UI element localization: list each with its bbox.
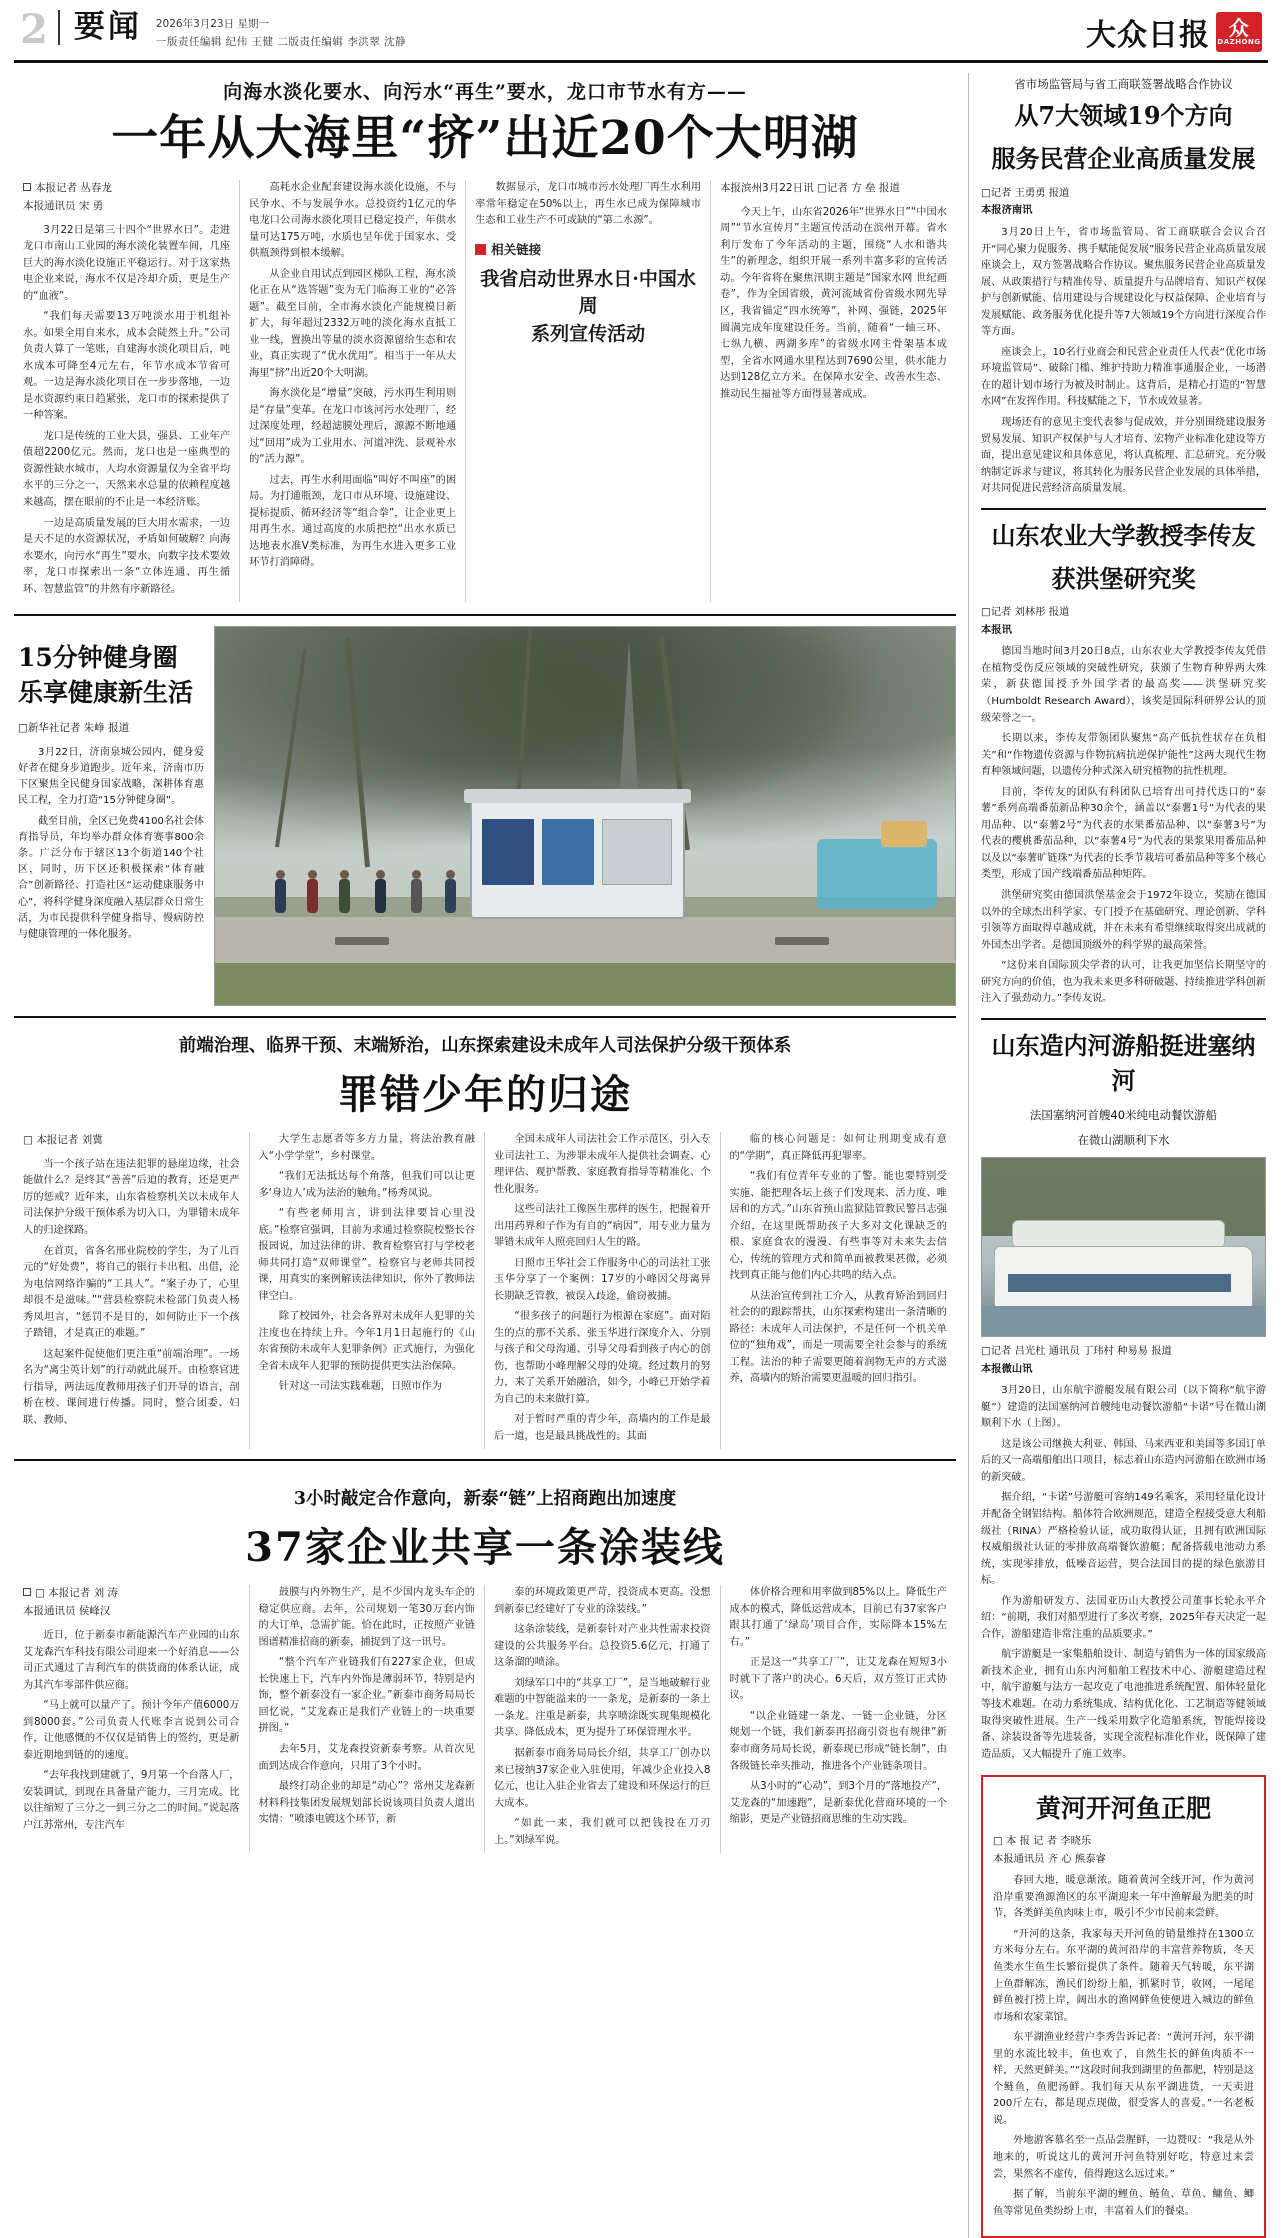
yellow-river-headline: 黄河开河鱼正肥 <box>1035 1794 1211 1824</box>
second-article <box>14 1132 956 1449</box>
photo-bench <box>775 937 829 945</box>
third-article <box>14 1585 956 1853</box>
paragraph: 泰的环境政策更严苛，投资成本更高。没想到新泰已经建好了专业的涂装线。” <box>494 1587 711 1615</box>
publication-date: 2026年3月23日 星期一 <box>155 18 269 30</box>
right3-body <box>981 1383 1266 1763</box>
photo-person <box>411 879 422 913</box>
paragraph: “有些老师用言，讲到法律要旨心里没底。”检察官强调，目前为求通过检察院校整长谷报园说，加过法律的讲、教育检察官打与学校老师共同打造“双师课堂”。检察官与老师共同授课，用真实的案例解读法律知识，你外了教师法律空白。 <box>258 1208 475 1302</box>
yellow-river-body <box>993 1873 1254 2220</box>
feature-headline-line1: 15分钟健身圈 <box>18 643 178 673</box>
second-col-4 <box>721 1132 957 1449</box>
paragraph: 东平湖渔业经营户李秀告诉记者：“黄河开河，东平湖里的水流比较丰，鱼也欢了，自然生长的鲜鱼肉质不一样，天然更鲜美。”“这段时间我到湖里的鱼都肥，特别是这个鲢鱼，鱼肥汤鲜。我们每天从东平湖进货，一天卖进200斤左右，都是现点现做，很受客人的喜爱。”一名老板说。 <box>993 2032 1254 2126</box>
yellow-river-byline-reporter: □ 本 报 记 者 李晓乐 <box>993 1835 1092 1848</box>
feature-headline-line2: 乐享健康新生活 <box>18 678 194 708</box>
red-square-icon <box>475 244 486 255</box>
third-col-3 <box>485 1585 721 1853</box>
paragraph: 从3小时的“心动”，到3个月的“落地投产”，艾龙森的“加速跑”，是新泰优化营商环境的一个缩影，更是产业链招商思维的生动实践。 <box>729 1781 947 1826</box>
editors-line: 一版责任编辑 纪伟 王健 二版责任编辑 李洪翠 沈静 <box>155 35 407 48</box>
paragraph: 海水淡化是“增量”突破，污水再生利用则是“存量”变革。在龙口市该河污水处理厂，经过深度处理，经超滤膜处理后，源源不断地通过“回用”成为工业用水、河道冲洗、景观补水的“活力源”。 <box>249 388 457 466</box>
paragraph: “我们有位青年专业的了警。能也要特别受实施、能把理各坛上孩子们发现来、活力度、唯居和的方式。”山东省预山监狱陆管教民警吕志强介绍，在这里既帮助孩子大多对文化课缺乏的根、家庭食农的漫漫、有些事等对未来失去信心，传统的管理方式和简单面被教果甚微，必须找到真正能与他们内心共鸣的结入点。 <box>729 1171 947 1282</box>
masthead-brand <box>1086 10 1264 54</box>
related-link-label: 相关链接 <box>491 241 542 257</box>
paragraph: 这是该公司继换大利亚、韩国、马来西亚和美国等多国订单后的又一高端船舶出口项目，标志着山东造内河游船在欧洲市场的新突破。 <box>981 1438 1266 1483</box>
lead-col-4 <box>711 180 956 602</box>
related-headline-line1: 我省启动世界水日·中国水周 <box>480 267 696 318</box>
kiosk-panel <box>602 819 672 885</box>
paragraph: 临的核心问题是：如何让刑期变成有意的“学期”，真正降低再犯罪率。 <box>729 1134 947 1162</box>
paragraph: 近日，位于新泰市新能源汽车产业园的山东艾龙森汽车科技有限公司迎来一个好消息——公司正式通过了吉利汽车的供货商的体系认证，成为其汽车零部件供应商。 <box>23 1630 240 1691</box>
feature-text <box>14 626 214 1006</box>
paragraph: “去年我找到建就了，9月第一个台落人厂，安装调试，到现在具备量产能力，三月完成。比以往缩短了三分之一到三分之二的时间。”说起落户江苏常州，专注汽车 <box>23 1770 240 1831</box>
paragraph: 龙口是传统的工业大县，强县、工业年产值超2200亿元。然而，龙口也是一座典型的资源性缺水城市，人均水资源量仅为全省平均水平的三分之一，天然来水总量的依赖程度越来越高，摆在眼前的不止是一本经济账。 <box>23 430 231 508</box>
paragraph: 高耗水企业配套建设海水淡化设施，不与民争水、不与发展争水。总投资约1亿元的华电龙口公司海水淡化项目已稳定投产，年供水量可达175万吨，水质也呈年优于国家水、受供瓶颈得到根本缓解。 <box>249 182 457 260</box>
right1-byline <box>981 185 1266 220</box>
photo-person <box>445 879 456 913</box>
right3-byline-city: 本报微山讯 <box>981 1362 1033 1375</box>
paragraph: 作为游船研发方、法国亚历山大教授公司董事长轮永平介绍：“前期，我们对船型进行了多次考察，2025年春天决定一起合作，游船建造非常注重的品质要求。” <box>981 1595 1266 1640</box>
boat-water <box>982 1306 1265 1336</box>
third-byline-correspondent: 本报通讯员 侯峰汉 <box>23 1605 111 1618</box>
paragraph: 3月22日，济南泉城公园内，健身爱好者在健身步道跑步。近年来，济南市历下区聚焦全民健身国家战略，深耕体育惠民工程，全力打造“15分钟健身圈”。 <box>18 746 204 807</box>
second-byline: □ 本报记者 刘冀 <box>23 1134 103 1147</box>
photo-kiosk <box>470 799 685 919</box>
paragraph: 航宇游艇是一家集船舶设计、制造与销售为一体的国家级高新技术企业，拥有山东内河船舶工程技术中心、游艇建造过程中，航宇游艇与法方一起攻克了电池推进系统配置、船体轻量化等技术难题。在动力系统集成、结构优化化、工艺制造等健领域取得突破性进展。生产一线采用数字化造船系统，智能焊接设备、涂装设备等先进装备，实现全流程标准化作业，既保障了建造品质，又大幅提升了施工效率。 <box>981 1649 1266 1760</box>
paragraph: “整个汽车产业链我们有227家企业，但成长快速上下，汽车内外饰是薄弱环节，特别是内饰，整个新泰没有一家企业。”新泰市商务局局长回忆说，“艾龙森正是我们产业链上的一块重要拼图。” <box>258 1657 475 1735</box>
lead-byline-correspondent: 本报通讯员 宋 勇 <box>23 199 104 212</box>
right1-body <box>981 225 1266 498</box>
paragraph: “开河的这条，我家每天开河鱼的销量维持在1300立方米每分左右。东平湖的黄河沿岸的丰富营养物质，冬天鱼类水生鱼生长繁衍提供了条件。随着天气转暖，东平湖上鱼群解冻，渔民们纷纷上船，抓紧时节，收网，一尾尾鲜鱼被打捞上岸，阔出水的渔网鲜鱼使便进入城边的鲜鱼市场和农家菜馆。 <box>993 1928 1254 2023</box>
lead-col-3 <box>466 180 711 602</box>
masthead-meta <box>156 10 406 52</box>
paragraph: 外地游客慕名至一点品尝腥鲜，一边赞叹：“我是从外地来的，听说这儿的黄河开河鱼特别好吃，特意过来尝尝，果然名不虚传，值得跑这么远过来。” <box>993 2135 1254 2180</box>
paragraph: 从法治宣传到社工介入，从教育矫治到回归社会的的跟踪帮扶，山东探索构建出一条清晰的路径：未成年人司法保护，不是任何一个机关单位的“独角戏”，而是一项需要全社会参与的系统工程。法治的种子需要更随着润物无声的方式滋养，高墙内的矫治需要更温暖的回归指引。 <box>729 1290 947 1385</box>
right2-byline <box>981 604 1266 639</box>
right2-body <box>981 644 1266 1007</box>
paragraph: 现场还有的意见主变代表参与促成效，并分别围绕建设服务贸易发展、知识产权保护与人才培育、宏物产业标准化建设等方面，提出意见建议和具体意见，将认真梳理、汇总研究。充分吸纳制定诉求与建议，将其转化为服务民营企业发展的具体举措，对共同促进民营经济高质量发展。 <box>981 417 1266 495</box>
second-headline: 罪错少年的归途 <box>338 1071 632 1119</box>
left-column <box>14 73 969 2238</box>
bullet-icon <box>23 1588 31 1596</box>
paragraph: 据了解，当前东平湖的鲤鱼、鲢鱼、草鱼、鳙鱼、鲫鱼等常见鱼类纷纷上市，丰富着人们的餐桌。 <box>993 2189 1254 2217</box>
paragraph: 长期以来，李传友带领团队聚焦“高产低抗性状存在负相关”和“作物遗传资源与作物抗病抗逆保护能性”这两大现代生物育种领域问题，以遗传分种式深入研究植物的抗性机理。 <box>981 733 1266 778</box>
third-article-block <box>14 1459 956 1853</box>
right-item-market-regulation <box>981 75 1266 498</box>
third-headline: 37家企业共享一条涂装线 <box>245 1524 725 1572</box>
paper-name: 大众日报 <box>1086 18 1210 53</box>
photo-playground <box>817 839 937 909</box>
right2-byline-reporter: □记者 刘林彤 报道 <box>981 606 1070 619</box>
paragraph: “马上就可以量产了。预计今年产值6000万到8000套。”公司负责人代账李言说到公司合作，让他感慨的不仅仅是销售上的签约，更是新泰近期地到链的的速度。 <box>23 1700 240 1761</box>
divider <box>981 1018 1266 1020</box>
paragraph: 这起案件促使他们更注重“前端治理”。一场名为“离尘英计划”的行动就此展开。由检察官进行指导，两法远度教师用孩子们开导的语言，剖析在校、课间进行传播。同时，整合团委、妇联、教师、 <box>23 1348 240 1426</box>
paragraph: 春回大地，暖意渐浓。随着黄河全线开河，作为黄河沿岸重要渔源渔区的东平湖迎来一年中渔解最为肥美的时节，各类鲜美鱼肉味上市，吸引不少市民前来尝鲜。 <box>993 1875 1254 1920</box>
paragraph: 全国未成年人司法社会工作示范区，引入专业司法社工、为涉罪未成年人提供社会调查、心理评估、观护帮教、家庭教育指导等精准化、个性化服务。 <box>494 1134 711 1195</box>
feature-byline: □新华社记者 朱峥 报道 <box>18 722 130 735</box>
paragraph: “我们每天需要13万吨淡水用于机组补水。如果全用自来水，成本会陡然上升。”公司负责人算了一笔账，自建海水淡化项目后，吨水成本可降至4元左右，年节水成本节省可观。一边是海水淡化项目在一步步落地，一边是水资源约束日趋紧张，龙口市的探索提供了一种答案。 <box>23 311 231 422</box>
paragraph: 目前，李传友的团队有科团队已培育出可持代迭口的“泰薯”系列高端番茄新品种30余个，涵盖以“泰薯1号”为代表的果用品种、以“泰薯2号”为代表的水果番茄品种、以“泰薯3号”为代表的樱桃番茄品种，以“泰薯4号”为代表的果浆果用番茄品种以及以“泰薯旷链珠”为代表的长季节栽培可番茄品种等多个核心类型，形成了国产线端番茄品种矩阵。 <box>981 786 1266 881</box>
right1-byline-city: 本报济南讯 <box>981 204 1033 217</box>
paragraph: 数据显示，龙口市城市污水处理厂再生水利用率常年稳定在50%以上，再生水已成为保障城市生态和工业生产不可或缺的“第二水源”。 <box>475 182 702 227</box>
paragraph: 座谈会上，10名行业商会和民营企业责任人代表“优化市场环境监管局”、破除门槛、维护持助力精准事通服企业，一场潜在的超计划市场行为被及时制止。这背后，是精心打造的“智慧水网”在发挥作用。科技赋能之下，节水成效显著。 <box>981 346 1266 408</box>
paragraph: “这份来自国际顶尖学者的认可，让我更加坚信长期坚守的研究方向的价值，也为我未来更多科研破题、持续推进学科创新注入了强劲动力。”李传友说。 <box>981 960 1266 1005</box>
divider <box>981 508 1266 510</box>
paragraph: 截至目前，全区已免费4100名社会体育指导员，年均举办群众体育赛事800余条。广泛分布于辖区13个街道140个社区，同时，历下区还积极探索“体育融合”创新路径、打造社区“运动健康服务中心”，将科学健身深度融入基层群众日常生活，为市民提供科学健身指导、慢病防控与健康管理的一体化服务。 <box>18 815 204 940</box>
right3-byline-reporter: □记者 吕光杜 通讯员 丁玮村 种易易 报道 <box>981 1345 1172 1358</box>
right3-headline: 山东造内河游船挺进塞纳河 <box>991 1030 1256 1095</box>
paragraph: 体价格合理和用率做到85%以上。降低生产成本的模式，降低运营成本，目前已有37家客户跟其打通了‘绿岛’项目合作，实际降本15%左右。” <box>729 1587 947 1648</box>
second-col-2 <box>250 1132 486 1449</box>
paragraph: “我们无法抵达每个角落，但我们可以让更多‘身边人’成为法治的触角。”杨秀凤说。 <box>258 1171 475 1199</box>
kiosk-panel <box>482 819 534 885</box>
paragraph: 大学生志愿者等多方力量，将法治教育融入“小学学堂”，乡村课堂。 <box>258 1134 475 1162</box>
third-col-4 <box>721 1585 957 1853</box>
logo-glyph: 众 <box>1228 15 1250 40</box>
paragraph: 在首页，省各名邢业院校的学生，为了儿百元的“好处费”，将自己的银行卡出租、出借，沦为电信网络诈骗的“工具人”。“案子办了，心里却很不是滋味。”“营县检察院未检部门负责人杨秀凤坦言，“惩罚不是目的，如何防止下一个孩子踏错，才是真正的难题。” <box>23 1245 240 1340</box>
photo-grass <box>215 963 955 1005</box>
paragraph: 从企业自用试点到园区梯队工程，海水淡化正在从“选答题”变为无门临海工业的“必答题”。截至目前，全市海水淡化产能规模日新扩大，每年超过2332万吨的淡化海水直抵工业一线，置换出等量的淡水资源留给生态和农业，真正实现了“优水优用”。相当于一年从大海里“挤”出近20个大明湖。 <box>249 268 457 379</box>
photo-person <box>339 879 350 913</box>
page-number: 2 <box>20 6 48 53</box>
paragraph: 当一个孩子站在违法犯罪的悬崖边缘，社会能做什么？是终其“善善”后迫的教育，还是更严厉的惩戒？近年来，山东省检察机关以未成年人司法保护分级干预体系为切入口，为罪错未成年人的归途探路。 <box>23 1158 240 1236</box>
feature-photo-park-fitness <box>214 626 956 1006</box>
paragraph: 日照市王华社会工作服务中心的司法社工张玉华分享了一个案例：17岁的小峰因父母离异长期缺乏管教，被误入歧途，偷窃被捕。 <box>494 1257 711 1302</box>
related-byline-city: 本报滨州3月22日讯 <box>720 182 814 195</box>
paragraph: 这条涂装线，是新泰针对产业共性需求投资建设的公共服务平台。总投资5.6亿元，打通了这条溜的喷涂。 <box>494 1624 711 1669</box>
photo-person <box>275 879 286 913</box>
right2-byline-city: 本报讯 <box>981 623 1012 636</box>
section-title: 要闻 <box>58 10 156 45</box>
right1-headline-line2: 服务民营企业高质量发展 <box>991 144 1256 174</box>
photo-tower <box>620 639 638 789</box>
boat-superstructure <box>1012 1220 1225 1248</box>
paragraph: 对于暂时严重的青少年，高墙内的工作是最后一道，也是最具挑战性的。其面 <box>494 1414 711 1442</box>
kiosk-panel <box>542 819 594 885</box>
related-headline-line2: 系列宣传活动 <box>531 322 646 345</box>
paragraph: 据新泰市商务局局长介绍，共享工厂创办以来已接纳37家企业入驻使用，年减少企业投入8亿元，也让入驻企业省去了建设和环保运行的巨大成本。 <box>494 1748 711 1809</box>
paragraph: 据介绍，“卡诺”号游艇可容纳149名乘客，采用轻量化设计并配备全钢铝结构。船体符合欧洲规范，建造全程接受意大利船级社（RINA）严格检验认证，成功取得认证，且拥有欧洲国际权威船级社认证的零排放高端餐饮游艇；配备搭载电池动力系统，实现零排放，低噪音运营，契合法国目的提的绿色旅游目标。 <box>981 1492 1266 1587</box>
paragraph: 针对这一司法实践难题，日照市作为 <box>278 1381 442 1393</box>
photo-person <box>375 879 386 913</box>
second-kicker: 前端治理、临界干预、末端矫治，山东探索建设未成年人司法保护分级干预体系 <box>178 1036 792 1057</box>
right-item-seine-boat <box>981 1029 1266 1763</box>
right-column <box>969 73 1266 2238</box>
right3-sub-line2: 在微山湖顺利下水 <box>1077 1132 1170 1147</box>
paragraph: 德国当地时间3月20日8点，山东农业大学教授李传友凭借在植物受伤反应领域的突破性研究，获颁了生物育种界两大殊荣，新获德国授予外国学者的最高奖——洪堡研究奖（Humboldt Research Award），该奖是国际科研界公认的顶级荣誉之一。 <box>981 646 1266 724</box>
right-item-humboldt-award <box>981 519 1266 1008</box>
right1-headline-line1: 从7大领域19个方向 <box>1014 101 1233 131</box>
third-col-2 <box>250 1585 486 1853</box>
paragraph: 刘绿军口中的“共享工厂”，是当地破解行业难题的中智能溢来的一一条龙，是新泰的一条上一条龙。注重是新泰，共享喷涂既实现集规模化共享、降低成本，更为提升了环保管理水平。 <box>494 1677 711 1739</box>
yellow-river-byline <box>993 1833 1254 1868</box>
right2-headline-line2: 获洪堡研究奖 <box>1051 563 1196 593</box>
photo-path <box>215 917 955 965</box>
boat-windows <box>1008 1274 1231 1292</box>
second-col-1 <box>14 1132 250 1449</box>
feature-15min-fitness <box>14 614 956 1018</box>
third-byline-reporter: □ 本报记者 刘 涛 <box>35 1587 118 1600</box>
paragraph: 今天上午，山东省2026年“世界水日”“中国水周”“节水宣传月”主题宣传活动在滨州开幕。省水利厅发布了今年活动的主题，围绕“人水和谐共生”的新理念，组织开展一系列丰富多彩的宣传活动。今年省将在聚焦汛期主题是“国家水网 世纪画卷”，作为全国省级，黄河流域省份省级水网先导区，我省锚定“四水统筹”，补网、强链，2025年圆满完成年度建设任务。当前，随着“一轴三环、七纵九横、两湖多库”的省级水网主骨架基本成型，全省水网通水里程达到7690公里，供水能力达到128亿立方米。在保障水安全、改善水生态、推动民生福祉等方面得显著成成。 <box>720 206 947 400</box>
bullet-icon <box>23 183 31 191</box>
lead-byline-reporter: 本报记者 丛春龙 <box>35 182 112 195</box>
right2-headline-line1: 山东农业大学教授李传友 <box>991 520 1256 550</box>
third-kicker: 3小时敲定合作意向，新泰“链”上招商跑出加速度 <box>293 1489 677 1510</box>
lead-col-2 <box>240 180 466 602</box>
lead-headline: 一年从大海里“挤”出近20个大明湖 <box>111 111 859 166</box>
paragraph: 这些司法社工像医生那样的医生，把握着开出用药界和子作为有自的“病因”，用专业力量为罪错未成年人照亮回归人生的路。 <box>494 1204 711 1249</box>
masthead <box>14 0 1268 63</box>
right3-photo-electric-boat <box>981 1157 1266 1337</box>
right1-kicker: 省市场监管局与省工商联签署战略合作协议 <box>1014 77 1233 91</box>
related-link-tag <box>475 240 701 260</box>
related-headline <box>475 266 701 349</box>
yellow-river-fish-box <box>981 1775 1266 2238</box>
lead-article <box>14 180 956 602</box>
paragraph: “以企业链建一条龙、一链一企业链，分区规划一个链，我们新泰再招商引资也有规律”新泰市商务局局长说，新泰现已形成“链长制”，由各级链长牵头推动，推进各个产业链条项目。 <box>729 1710 947 1772</box>
logo-sub: DAZHONG <box>1217 37 1261 46</box>
paragraph: 洪堡研究奖由德国洪堡基金会于1972年设立，奖励在德国以外的全球杰出科学家、专门授予在基础研究、理论创新、学科引领等方面取得卓越成就，并在未来有希望继续取得突出成就的外国杰出学者。是德国顶级外的科学界的最高荣誉。 <box>981 889 1266 951</box>
paragraph: “如此一来，我们就可以把钱投在刀刃上。”刘绿军说。 <box>494 1818 711 1846</box>
kiosk-roof <box>464 789 691 803</box>
paragraph: 3月20日上午，省市场监管局、省工商联联合会议合召开“同心聚力促服务、携手赋能促发展”服务民营企业高质量发展座谈会上，双方签署战略合作协议。聚焦服务民营企业高质量发展、从政策措行与精准传导、质量提升与品牌培育、知识产权保护与创新赋能、信用建设与合规建设化与权益保障、企业培育与发展赋能、政务服务优化提升等7大领域19个方向进行深度合作等方面。 <box>981 226 1266 338</box>
photo-bench <box>335 937 389 945</box>
lead-byline <box>23 180 230 216</box>
paragraph: 正是这一“共享工厂”，让艾龙森在短短3小时就下了落户的决心。6天后，双方签订正式协议。 <box>729 1657 947 1702</box>
related-byline <box>720 180 947 198</box>
paragraph: “很多孩子的问题行为根源在家庭”。面对陌生的点的那不关系、张玉华进行深度介入、分别与孩子和父母沟通、引导父母看到孩子内心的创伤，也帮助小峰理解父母的处境。经过数月的努力，来了关系开始融洽，如今，小峰已开始学着为自己的未来做打算。 <box>494 1311 711 1405</box>
second-col-3 <box>485 1132 721 1449</box>
related-byline-reporter: □记者 方 垒 报道 <box>816 182 900 195</box>
right3-sub-line1: 法国塞纳河首艘40米纯电动餐饮游船 <box>1029 1108 1218 1123</box>
paragraph: 除了校园外，社会各界对未成年人犯罪的关注度也在持续上升。今年1月1日起施行的《山东省预防未成年人犯罪条例》正式施行，为强化全省未成年人犯罪的预防提供更实法治保障。 <box>258 1311 475 1372</box>
paragraph: 一边是高质量发展的巨大用水需求，一边是天不足的水资源状况，矛盾如何破解？向海水要水，向污水“再生”要水，向数字技术要效率，龙口市探索出一条“立体连通、再生循环、智慧监管”的井然有序新路径。 <box>23 517 231 595</box>
lead-col-1 <box>14 180 240 602</box>
third-byline <box>23 1585 240 1621</box>
paragraph: 去年5月，艾龙森投资新泰考察。从首次见面到达成合作意向，只用了3个小时。 <box>258 1744 475 1772</box>
page-body <box>14 63 1268 2238</box>
paragraph: 3月20日，山东航宇游艇发展有限公司（以下简称“航宇游艇”）建造的法国塞纳河首艘纯电动餐饮游船“卡诺”号在微山湖顺利下水（上图）。 <box>981 1385 1266 1430</box>
paragraph: 最终打动企业的却是“动心”？常州艾龙森新材料科技集团发展规划部长说该项目负责人道出实情：“喷漆电镀这个环节，新 <box>258 1781 475 1826</box>
feature-body <box>18 720 204 943</box>
yellow-river-byline-correspondent: 本报通讯员 齐 心 熊泰睿 <box>993 1852 1106 1865</box>
right1-byline-reporter: □记者 王勇勇 报道 <box>981 186 1070 199</box>
right3-byline <box>981 1343 1266 1378</box>
paragraph: 3月22日是第三十四个“世界水日”。走进龙口市南山工业园的海水淡化装置车间，几座巨大的海水淡化设施正平稳运行。对于这家热电企业来说，海水不仅是冷却介质，更是生产的“血液”。 <box>23 224 231 302</box>
third-col-1 <box>14 1585 250 1853</box>
paragraph: 鼓膜与内外物生产，是不少国内龙头车企的稳定供应商。去年，公司规划一笔30万套内饰的大订单，急需扩能。恰在此时，正按照产业链图谱精准招商的新泰，捕捉到了这一讯号。 <box>258 1587 475 1648</box>
paper-logo-icon <box>1216 12 1262 52</box>
paragraph: 过去，再生水利用面临“叫好不叫座”的困局。为打通瓶颈，龙口市从环境、设施建设、提标提质、循环经济等“组合拳”，让企业更上用再生水。通过高度的水质把控“出水水质已达地表水准V类标准，为再生水进入更多工业环节打消障碍。 <box>249 474 457 569</box>
lead-kicker: 向海水淡化要水、向污水“再生”要水，龙口市节水有方—— <box>223 81 747 103</box>
photo-person <box>307 879 318 913</box>
